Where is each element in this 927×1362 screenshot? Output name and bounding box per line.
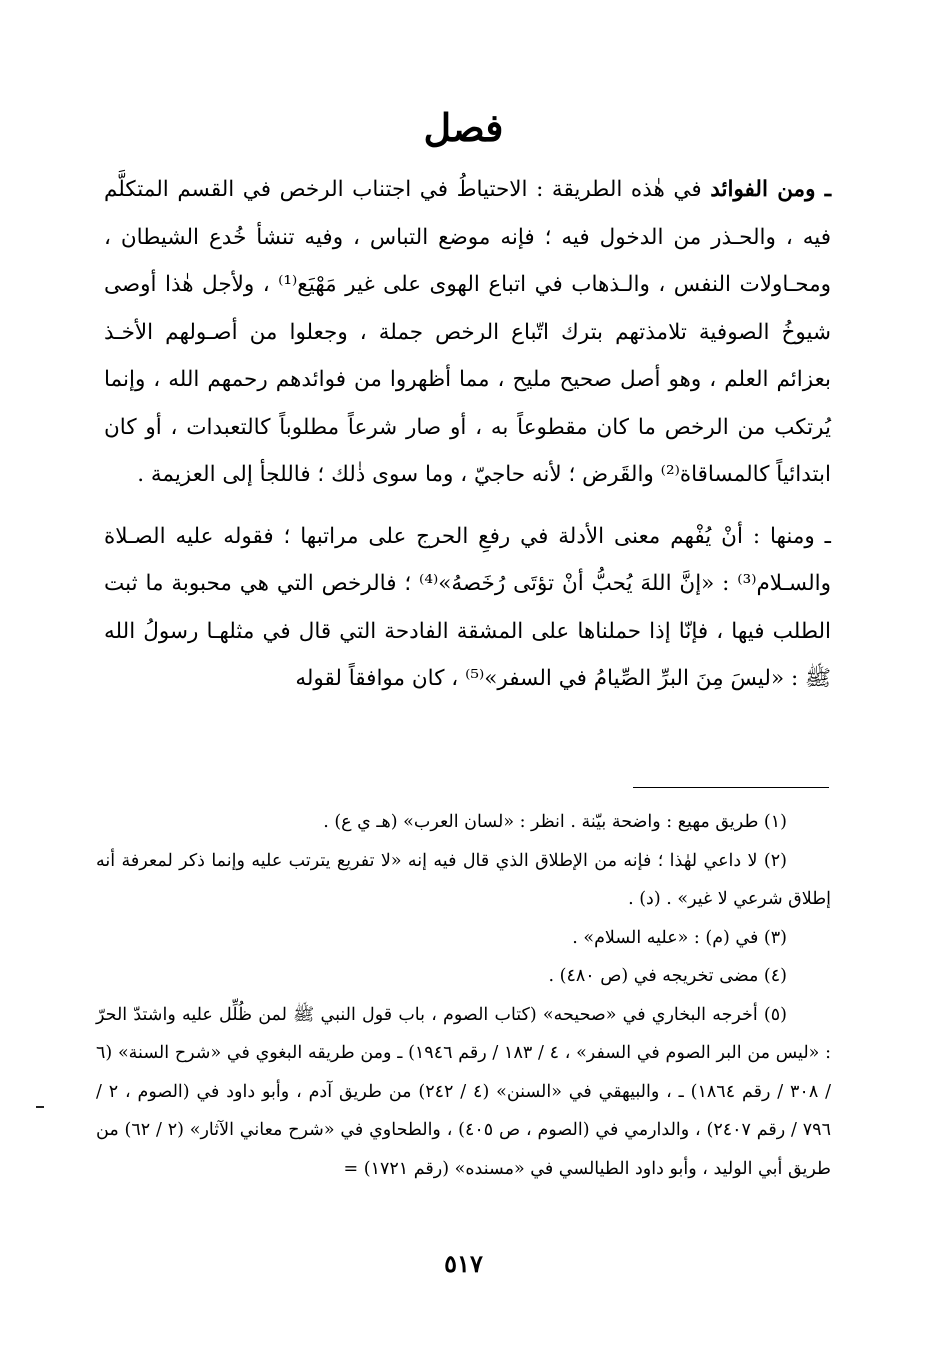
paragraph-1-text: في هٰذه الطريقة : الاحتياطُ في اجتناب الرخص في القسم المتكلَّم فيه ، والحـذر من الدخول فيه ؛ فإنه موضع التباس ، وفيه تنشأ خُدع الشيطان ، ومحـاولات النفس ، والـذهاب في اتباع الهوى على غير مَهْيَع⁽¹⁾ ، ولأجل هٰذا أوصى شيوخُ الصوفية تلامذتهم بترك اتّباع الرخص جملة ، وجعلوا من أصـولهم الأخـذ بعزائم العلم ، وهو أصل صحيح مليح ، مما أظهروا من فوائدهم رحمهم الله ، وإنما يُرتكب من الرخص ما كان مقطوعاً به ، أو صار شرعاً مطلوباً كالتعبدات ، أو كان ابتدائياً كالمساقاة⁽²⁾ والقَرض ؛ لأنه حاجيّ ، وما سوى ذٰلك ؛ فاللجأ إلى العزيمة . [104, 177, 832, 487]
footnote-3: (٣) في (م) : «عليه السلام» . [572, 927, 787, 948]
footnote-5: (٥) أخرجه البخاري في «صحيحه» (كتاب الصوم ، باب قول النبي ﷺ لمن ظُلِّل عليه واشتدّ الحرّ : «ليس من البر الصوم في السفر» ، ٤ / ١٨٣ / رقم ١٩٤٦) ـ ومن طريقه البغوي في «شرح السنة» (٦ / ٣٠٨ / رقم ١٨٦٤) ـ ، والبيهقي في «السنن» (٤ / ٢٤٢) من طريق آدم ، وأبو داود في (الصوم ، ٢ / ٧٩٦ / رقم ٢٤٠٧) ، والدارمي في (الصوم ، ص ٤٠٥) ، والطحاوي في «شرح معاني الآثار» (٢ / ٦٢) من طريق أبي الوليد ، وأبو داود الطيالسي في «مسنده» (رقم ١٧٢١) = [96, 1004, 831, 1179]
margin-mark [36, 1106, 44, 1108]
footnotes [96, 803, 831, 1188]
paragraph-2 [104, 513, 831, 703]
chapter-heading: فصل [423, 105, 504, 150]
main-text [104, 166, 831, 703]
footnote-divider [633, 787, 829, 788]
footnote-1: (١) طريق مهيع : واضحة بيّنة . انظر : «لسان العرب» (هـ ي ع) . [323, 812, 787, 832]
footnote-4: (٤) مضى تخريجه في (ص ٤٨٠) . [548, 966, 787, 986]
paragraph-2-lead: ـ ومنها [769, 523, 831, 549]
paragraph-2-text: : أنْ يُفْهم معنى الأدلة في رفعِ الحرج على مراتبها ؛ فقوله عليه الصـلاة والسـلام⁽³⁾ : «إنَّ اللهَ يُحبُّ أنْ تؤتَى رُخَصهُ»⁽⁴⁾ ؛ فالرخص التي هي محبوبة ما ثبت الطلب فيها ، فإنّا إذا حملناها على المشقة الفادحة التي قال في مثلهـا رسولُ الله ﷺ : «ليسَ مِنَ البرِّ الصِّيامُ في السفر»⁽⁵⁾ ، كان موافقاً لقوله [104, 523, 831, 691]
paragraph-1 [104, 166, 831, 499]
paragraph-1-lead: ـ ومن الفوائد [710, 177, 831, 202]
footnote-2: (٢) لا داعي لهٰذا ؛ فإنه من الإطلاق الذي قال فيه إنه «لا تفريع يترتب عليه وإنما ذكر لمعرفة أنه إطلاق شرعي لا غير» . (د) . [96, 850, 831, 909]
page-number: ٥١٧ [444, 1249, 483, 1278]
